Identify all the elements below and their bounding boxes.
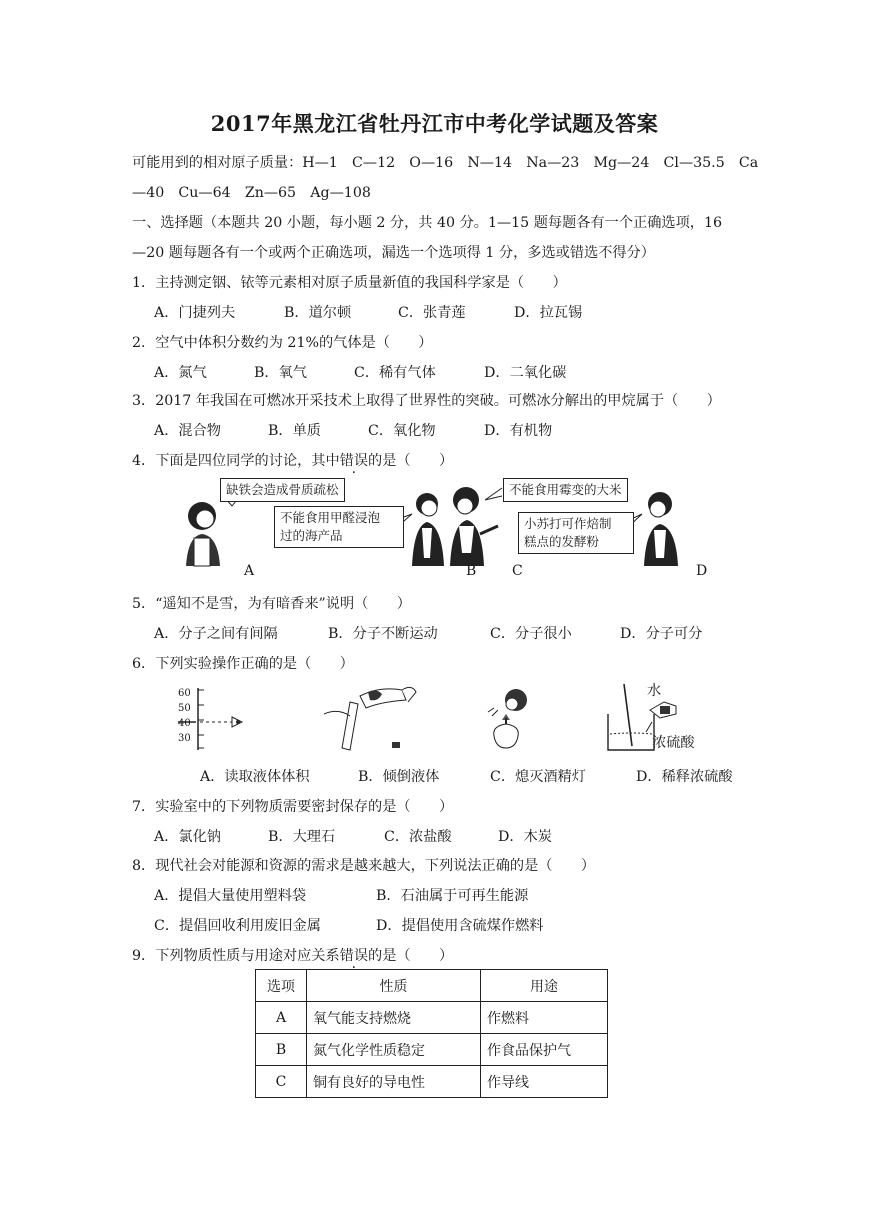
q6-option-a: A．读取液体体积 <box>200 769 310 785</box>
table-row <box>256 1002 608 1034</box>
q5-option-d: D．分子可分 <box>620 626 703 642</box>
table-cell: 氧气能支持燃烧 <box>307 1002 481 1034</box>
table-cell: 氮气化学性质稳定 <box>307 1034 481 1066</box>
question-5-stem: 5．“遥知不是雪，为有暗香来”说明（ ） <box>132 596 411 612</box>
question-4-stem <box>132 450 453 470</box>
table-cell: A <box>256 1002 307 1034</box>
q9-stem-pre: 9．下列物质性质与用途对应关系 <box>132 948 340 964</box>
table-cell: 作燃料 <box>481 1002 608 1034</box>
q7-option-d: D．木炭 <box>498 829 552 845</box>
q4-bubble-d-line-1: 小苏打可作焙制 <box>524 516 612 531</box>
cylinder-tick-40: 40 <box>178 718 191 729</box>
question-3-stem: 3．2017 年我国在可燃冰开采技术上取得了世界性的突破。可燃冰分解出的甲烷属于（ ） <box>132 393 721 409</box>
q1-option-d: D．拉瓦锡 <box>514 305 583 321</box>
q7-option-a: A．氯化钠 <box>154 829 221 845</box>
q7-option-b: B．大理石 <box>268 829 336 845</box>
atomic-masses-line-2: —40 Cu—64 Zn—65 Ag—108 <box>132 185 371 201</box>
q8-option-a: A．提倡大量使用塑料袋 <box>154 888 307 904</box>
table-row <box>256 1066 608 1098</box>
q4-label-b: B <box>466 563 477 579</box>
section-header-line-1: 一、选择题（本题共 20 小题，每小题 2 分，共 40 分。1—15 题每题各有一个正确选项，16 <box>132 215 723 231</box>
q5-option-b: B．分子不断运动 <box>328 626 438 642</box>
q6-cylinder-scale <box>178 686 191 746</box>
header-use: 用途 <box>481 970 608 1002</box>
q9-stem-emphasis: 错误 <box>339 948 369 964</box>
table-header-row <box>256 970 608 1002</box>
q4-bubble-d <box>518 512 634 554</box>
q2-option-c: C．稀有气体 <box>354 365 436 381</box>
q4-label-a: A <box>244 563 255 579</box>
q9-properties-table <box>255 969 608 1098</box>
table-cell: 铜有良好的导电性 <box>307 1066 481 1098</box>
q6-acid-label: 浓硫酸 <box>652 735 695 751</box>
question-7-stem: 7．实验室中的下列物质需要密封保存的是（ ） <box>132 799 454 815</box>
q7-option-c: C．浓盐酸 <box>384 829 452 845</box>
question-9-stem <box>132 945 453 965</box>
student-d-figure <box>644 492 678 566</box>
section-header-line-2: —20 题每题各有一个或两个正确选项，漏选一个选项得 1 分，多选或错选不得分） <box>132 245 655 261</box>
q2-option-a: A．氮气 <box>154 365 207 381</box>
q4-bubble-b <box>274 506 404 548</box>
q3-option-a: A．混合物 <box>154 423 221 439</box>
table-cell: C <box>256 1066 307 1098</box>
table-cell: 作导线 <box>481 1066 608 1098</box>
q6-water-label: 水 <box>647 683 662 699</box>
q6-pouring-liquid-illustration <box>320 682 420 752</box>
q1-option-a: A．门捷列夫 <box>154 305 236 321</box>
q4-bubble-b-line-2: 过的海产品 <box>280 528 343 544</box>
q8-option-c: C．提倡回收利用废旧金属 <box>154 918 321 934</box>
q4-bubble-d-line-2: 糕点的发酵粉 <box>524 534 600 550</box>
q1-option-b: B．道尔顿 <box>284 305 352 321</box>
table-row <box>256 1034 608 1066</box>
q4-bubble-a: 缺铁会造成骨质疏松 <box>220 478 345 502</box>
q5-option-a: A．分子之间有间隔 <box>154 626 278 642</box>
question-2-stem: 2．空气中体积分数约为 21%的气体是（ ） <box>132 335 433 351</box>
q8-option-d: D．提倡使用含硫煤作燃料 <box>376 918 544 934</box>
q1-option-c: C．张青莲 <box>398 305 466 321</box>
q2-option-b: B．氧气 <box>254 365 307 381</box>
q6-extinguish-lamp-illustration <box>484 686 544 752</box>
q8-option-b: B．石油属于可再生能源 <box>376 888 529 904</box>
question-6-stem: 6．下列实验操作正确的是（ ） <box>132 656 354 672</box>
q4-stem-pre: 4．下面是四位同学的讨论，其中 <box>132 453 340 469</box>
table-cell: 作食品保护气 <box>481 1034 608 1066</box>
q6-option-c: C．熄灭酒精灯 <box>490 769 586 785</box>
cylinder-tick-60: 60 <box>178 688 191 699</box>
q4-label-d: D <box>696 563 708 579</box>
q3-option-b: B．单质 <box>268 423 321 439</box>
q4-stem-emphasis: 错误 <box>339 453 369 469</box>
q9-stem-post: 的是（ ） <box>368 948 454 964</box>
q5-option-c: C．分子很小 <box>490 626 572 642</box>
cylinder-tick-50: 50 <box>178 703 191 714</box>
question-1-stem: 1．主持测定铟、铱等元素相对原子质量新值的我国科学家是（ ） <box>132 275 567 291</box>
q3-option-d: D．有机物 <box>484 423 553 439</box>
question-8-stem: 8．现代社会对能源和资源的需求是越来越大，下列说法正确的是（ ） <box>132 858 596 874</box>
table-cell: B <box>256 1034 307 1066</box>
student-a-figure <box>186 502 220 566</box>
header-property: 性质 <box>307 970 481 1002</box>
q4-bubble-c: 不能食用霉变的大米 <box>503 478 628 502</box>
q6-option-d: D．稀释浓硫酸 <box>636 769 733 785</box>
atomic-masses-line-1: 可能用到的相对原子质量：H—1 C—12 O—16 N—14 Na—23 Mg—24 Cl—35.5 Ca <box>132 155 759 171</box>
cylinder-tick-30: 30 <box>178 733 191 744</box>
q4-stem-post: 的是（ ） <box>368 453 454 469</box>
q3-option-c: C．氧化物 <box>368 423 436 439</box>
q2-option-d: D．二氧化碳 <box>484 365 567 381</box>
header-option: 选项 <box>256 970 307 1002</box>
page-title: 2017年黑龙江省牡丹江市中考化学试题及答案 <box>210 111 659 136</box>
student-b-figure <box>412 493 444 566</box>
q6-option-b: B．倾倒液体 <box>358 769 440 785</box>
q4-bubble-b-line-1: 不能食用甲醛浸泡 <box>280 510 381 525</box>
q4-label-c: C <box>512 563 523 579</box>
